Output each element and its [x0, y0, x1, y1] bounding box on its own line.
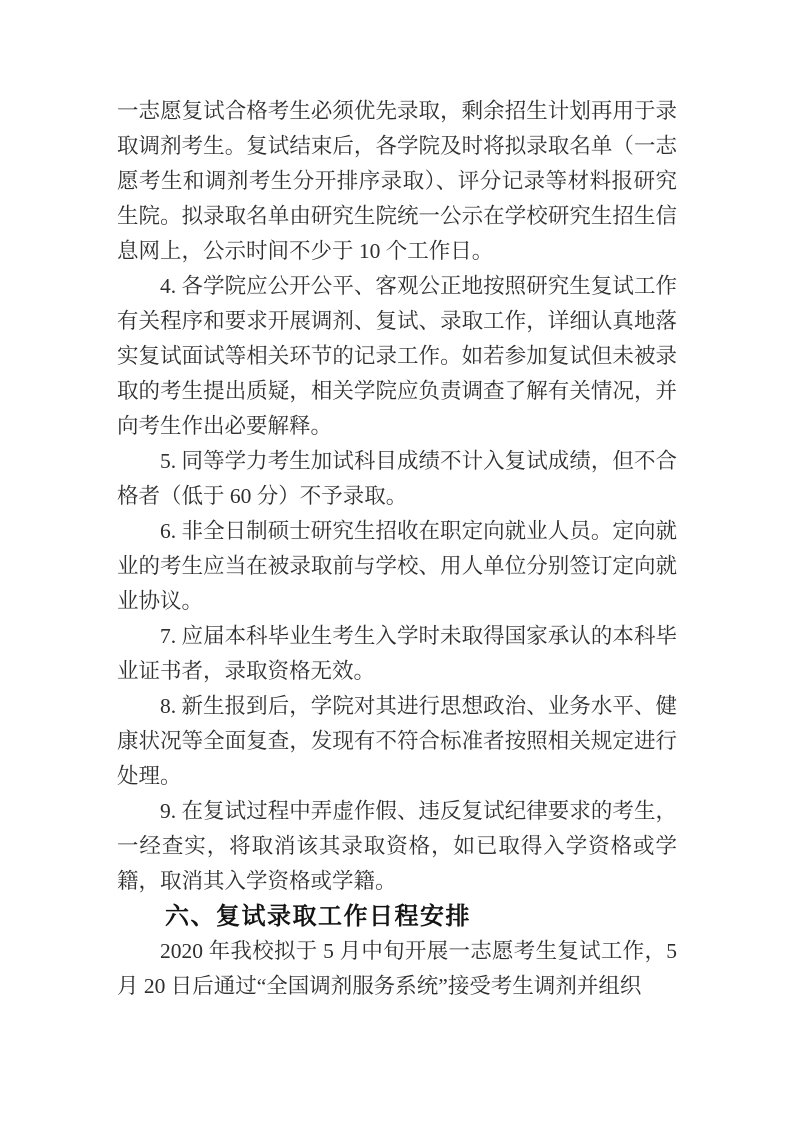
paragraph-item-6: 6. 非全日制硕士研究生招收在职定向就业人员。定向就业的考生应当在被录取前与学校、用人单位分别签订定向就业协议。 [117, 519, 677, 613]
section-heading: 六、复试录取工作日程安排 [165, 903, 471, 930]
document-content [117, 94, 677, 1004]
paragraph-item-4: 4. 各学院应公开公平、客观公正地按照研究生复试工作有关程序和要求开展调剂、复试、录取工作，详细认真地落实复试面试等相关环节的记录工作。如若参加复试但未被录取的考生提出质疑，相关学院应负责调查了解有关情况，并向考生作出必要解释。 [117, 274, 677, 438]
paragraph-item-8: 8. 新生报到后，学院对其进行思想政治、业务水平、健康状况等全面复查，发现有不符合标准者按照相关规定进行处理。 [117, 694, 677, 788]
paragraph-continuation: 一志愿复试合格考生必须优先录取，剩余招生计划再用于录取调剂考生。复试结束后，各学院及时将拟录取名单（一志愿考生和调剂考生分开排序录取）、评分记录等材料报研究生院。拟录取名单由研究生院统一公示在学校研究生招生信息网上，公示时间不少于 10 个工作日。 [117, 99, 677, 263]
paragraph-item-7: 7. 应届本科毕业生考生入学时未取得国家承认的本科毕业证书者，录取资格无效。 [117, 624, 677, 683]
paragraph-item-5: 5. 同等学力考生加试科目成绩不计入复试成绩，但不合格者（低于 60 分）不予录取。 [117, 449, 677, 508]
paragraph-item-9: 9. 在复试过程中弄虚作假、违反复试纪律要求的考生，一经查实，将取消该其录取资格，如已取得入学资格或学籍，取消其入学资格或学籍。 [117, 799, 677, 893]
paragraph-schedule: 2020 年我校拟于 5 月中旬开展一志愿考生复试工作，5 月 20 日后通过“全国调剂服务系统”接受考生调剂并组织 [117, 939, 677, 998]
